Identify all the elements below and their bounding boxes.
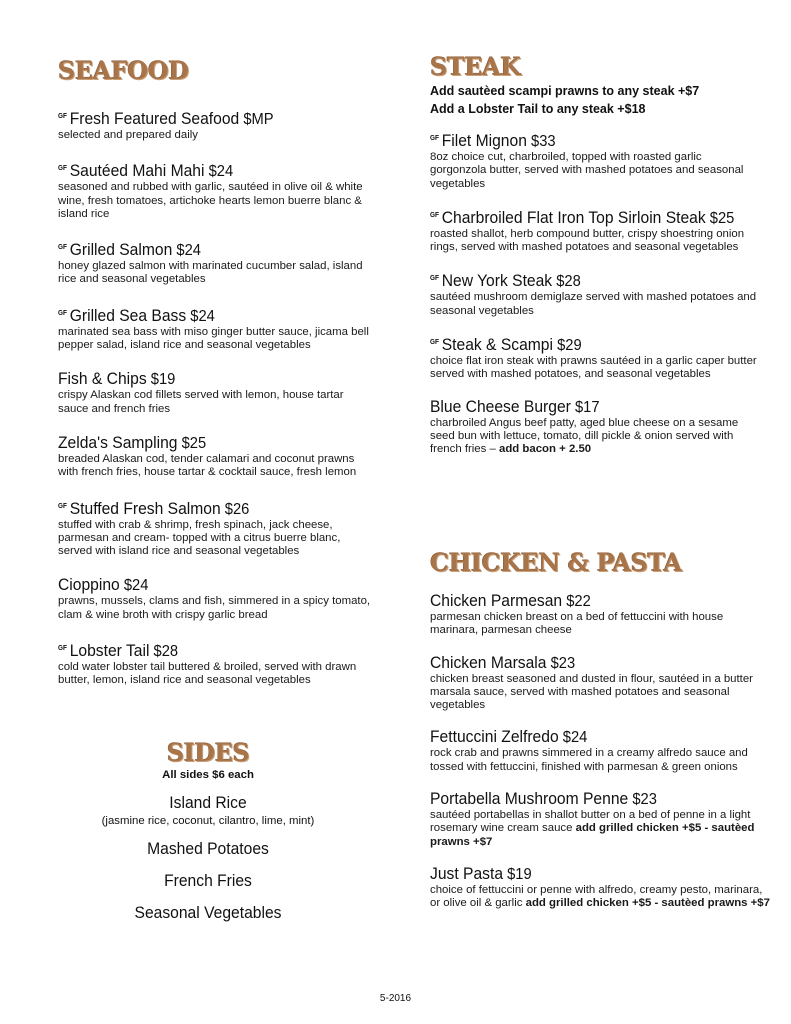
steak-heading: STEAK (430, 52, 521, 81)
menu-item-description-text: seasoned and rubbed with garlic, sautéed in olive oil & white wine, fresh tomatoes, artichoke hearts lemon buerre blanc & island rice (58, 181, 363, 220)
menu-item-title (430, 727, 743, 747)
menu-date: 5-2016 (379, 993, 412, 1004)
steak-list (430, 129, 760, 457)
side-item-name: Seasonal Vegetables (134, 903, 282, 922)
menu-item-description (430, 228, 760, 255)
menu-item-name: Fettuccini Zelfredo (430, 727, 559, 747)
menu-item-name: Fish & Chips (58, 369, 147, 389)
menu-item-description-text: crispy Alaskan cod fillets served with lemon, house tartar sauce and french fries (58, 389, 344, 415)
menu-item (58, 159, 373, 221)
menu-item-name: Grilled Salmon (69, 240, 173, 260)
menu-item-name: Chicken Marsala (430, 652, 547, 672)
menu-item-name: Just Pasta (430, 863, 504, 883)
menu-item-name: Zelda's Sampling (58, 432, 178, 452)
menu-item-name: Blue Cheese Burger (430, 396, 571, 416)
menu-item-title (58, 369, 348, 389)
menu-item (430, 333, 760, 382)
gluten-free-marker: GF (430, 339, 439, 347)
menu-item-description (430, 673, 770, 713)
menu-item-description (430, 355, 760, 382)
menu-item-title (58, 433, 348, 453)
menu-item-description (58, 661, 373, 688)
side-item-name: French Fries (164, 871, 252, 890)
menu-item (430, 653, 770, 713)
menu-item-title (58, 304, 348, 326)
menu-item-description-text: breaded Alaskan cod, tender calamari and coconut prawns with french fries, house tartar & cocktail sauce, fresh lemon (58, 452, 357, 479)
menu-item-description (58, 595, 373, 622)
menu-item-price: $28 (153, 643, 179, 661)
menu-item-name: Steak & Scampi (441, 335, 553, 355)
menu-item-price: $22 (566, 593, 591, 610)
sides-section (58, 738, 358, 923)
menu-item-title (430, 397, 734, 417)
menu-item-title (430, 333, 734, 355)
gluten-free-marker: GF (58, 502, 67, 510)
menu-item-description-text: cold water lobster tail buttered & broiled, served with drawn butter, lemon, island rice and seasonal vegetables (58, 661, 357, 687)
menu-item-price: $19 (507, 865, 532, 883)
menu-item-description-text: roasted shallot, herb compound butter, crispy shoestring onion rings, served with mashed potatoes and seasonal vegetables (430, 227, 745, 254)
menu-item-price: $23 (550, 654, 576, 672)
menu-item-description-text: honey glazed salmon with marinated cucumber salad, island rice and seasonal vegetables (58, 260, 363, 286)
menu-item-description-text: prawns, mussels, clams and fish, simmered in a spicy tomato, clam & wine broth with crispy garlic bread (58, 595, 371, 621)
sides-heading: SIDES (166, 738, 250, 767)
menu-item-description (58, 260, 373, 287)
menu-item (58, 107, 373, 142)
menu-item-description-text: marinated sea bass with miso ginger butter sauce, jicama bell pepper salad, island rice and seasonal vegetables (58, 325, 369, 352)
menu-item-description (58, 326, 373, 353)
gluten-free-marker: GF (430, 135, 439, 142)
menu-item (430, 206, 760, 255)
menu-item-description (430, 611, 770, 638)
menu-item-description (430, 747, 770, 774)
menu-item-price: $19 (150, 371, 176, 389)
menu-item-addon: add grilled chicken +$5 - sautèed prawns +$7 (525, 897, 770, 910)
steak-note-scampi: Add sautèed scampi prawns to any steak +$7 (430, 84, 700, 98)
menu-item-description-text: charbroiled Angus beef patty, aged blue cheese on a sesame seed bun with lettuce, tomato, dill pickle & onion served with french fries – (430, 416, 739, 456)
menu-item-description-text: 8oz choice cut, charbroiled, topped with roasted garlic gorgonzola butter, served with mashed potatoes and seasonal vegetables (430, 151, 744, 190)
menu-item-price: $28 (556, 273, 581, 291)
menu-item-title (58, 497, 348, 519)
seafood-list (58, 107, 373, 688)
menu-item-price: $MP (243, 111, 274, 128)
menu-item-title (430, 206, 734, 228)
menu-item-description (430, 884, 770, 911)
menu-item-price: $23 (632, 791, 657, 809)
gluten-free-marker: GF (58, 309, 67, 317)
menu-item-name: Filet Mignon (441, 131, 527, 150)
menu-item-name: Sautéed Mahi Mahi (69, 161, 205, 181)
menu-item (58, 433, 373, 480)
menu-item (430, 789, 770, 849)
menu-item-title (58, 238, 348, 260)
menu-item-name: Fresh Featured Seafood (69, 109, 240, 128)
menu-item-description (58, 181, 373, 221)
menu-item-description (58, 129, 373, 142)
menu-item-description-text: choice flat iron steak with prawns sautéed in a garlic caper butter served with mashed potatoes, and seasonal vegetables (430, 355, 757, 381)
menu-item (430, 129, 760, 191)
menu-item-name: Portabella Mushroom Penne (430, 789, 629, 809)
steak-section (430, 52, 760, 472)
menu-item-title (430, 129, 734, 151)
menu-item (430, 397, 760, 457)
menu-item-name: Cioppino (58, 575, 120, 595)
menu-item-description (430, 809, 770, 849)
menu-item-price: $25 (709, 209, 735, 227)
gluten-free-marker: GF (58, 113, 67, 120)
menu-item-description (58, 389, 373, 416)
menu-item (58, 369, 373, 416)
side-item-name: Island Rice (169, 793, 247, 812)
menu-item (58, 238, 373, 287)
menu-item-title (58, 107, 348, 129)
menu-item-name: Grilled Sea Bass (69, 305, 187, 325)
gluten-free-marker: GF (430, 211, 439, 219)
sides-note: All sides $6 each (162, 769, 254, 781)
menu-item (430, 591, 770, 638)
menu-item-description-text: chicken breast seasoned and dusted in flour, sautéed in a butter marsala sauce, served with mashed potatoes and seasonal vegetables (430, 672, 753, 712)
seafood-section (58, 56, 373, 705)
menu-item (430, 269, 760, 318)
menu-item-description (430, 291, 760, 318)
menu-item-title (430, 653, 743, 673)
menu-item-name: New York Steak (441, 271, 553, 291)
menu-item (58, 304, 373, 353)
menu-item-title (430, 789, 743, 809)
menu-item-price: $25 (181, 434, 207, 452)
menu-item (430, 727, 770, 774)
seafood-heading: SEAFOOD (58, 56, 189, 85)
menu-item (58, 639, 373, 688)
gluten-free-marker: GF (430, 275, 439, 283)
side-item-detail: (jasmine rice, coconut, cilantro, lime, mint) (101, 815, 315, 827)
gluten-free-marker: GF (58, 645, 67, 653)
menu-item-name: Stuffed Fresh Salmon (69, 498, 221, 518)
menu-item-price: $24 (123, 577, 149, 595)
menu-item-title (58, 639, 348, 661)
chicken-pasta-heading: CHICKEN & PASTA (430, 548, 682, 577)
menu-item-price: $24 (562, 729, 588, 747)
menu-item (58, 497, 373, 559)
menu-item-description-text: choice of fettuccini or penne with alfredo, creamy pesto, marinara, or olive oil & garlic (430, 883, 763, 910)
menu-item-addon: add bacon + 2.50 (499, 443, 592, 456)
menu-item-description-text: stuffed with crab & shrimp, fresh spinach, jack cheese, parmesan and cream- topped with a citrus buerre blanc, served with island rice and seasonal vegetables (58, 518, 341, 558)
menu-item-title (430, 864, 743, 884)
menu-item-price: $24 (208, 163, 234, 181)
menu-item-title (58, 575, 348, 595)
menu-item-description-text: selected and prepared daily (58, 129, 198, 141)
menu-item-price: $24 (190, 307, 215, 325)
menu-item-description-text: sautéed portabellas in shallot butter on a bed of penne in a light rosemary wine cream sauce (430, 809, 751, 835)
menu-item-description-text: sautéed mushroom demiglaze served with mashed potatoes and seasonal vegetables (430, 291, 757, 317)
chicken-pasta-list (430, 591, 770, 911)
steak-note-lobster: Add a Lobster Tail to any steak +$18 (430, 102, 646, 116)
menu-item-description (430, 417, 760, 457)
menu-item-price: $26 (224, 500, 250, 518)
chicken-pasta-section (430, 548, 770, 926)
menu-item-price: $17 (574, 398, 600, 416)
menu-item-description (58, 453, 373, 480)
menu-item-description-text: rock crab and prawns simmered in a creamy alfredo sauce and tossed with fettuccini, finished with parmesan & green onions (430, 747, 748, 773)
menu-item-title (58, 159, 348, 181)
menu-item-description (430, 151, 760, 191)
side-item-name: Mashed Potatoes (147, 839, 269, 858)
menu-item-name: Chicken Parmesan (430, 591, 563, 610)
menu-item-title (430, 269, 734, 291)
menu-item-price: $29 (557, 337, 582, 355)
gluten-free-marker: GF (58, 165, 67, 173)
menu-item (58, 575, 373, 622)
menu-item-name: Charbroiled Flat Iron Top Sirloin Steak (441, 207, 706, 227)
menu-item-title (430, 591, 743, 611)
menu-item-description (58, 519, 373, 559)
menu-item-price: $33 (531, 133, 556, 150)
menu-item-price: $24 (176, 242, 201, 260)
gluten-free-marker: GF (58, 244, 67, 252)
menu-item (430, 864, 770, 911)
sides-list (58, 793, 358, 923)
menu-item-description-text: parmesan chicken breast on a bed of fettuccini with house marinara, parmesan cheese (430, 611, 724, 637)
menu-item-addon: add grilled chicken +$5 - sautèed prawns +$7 (430, 822, 755, 848)
menu-item-name: Lobster Tail (69, 641, 150, 661)
